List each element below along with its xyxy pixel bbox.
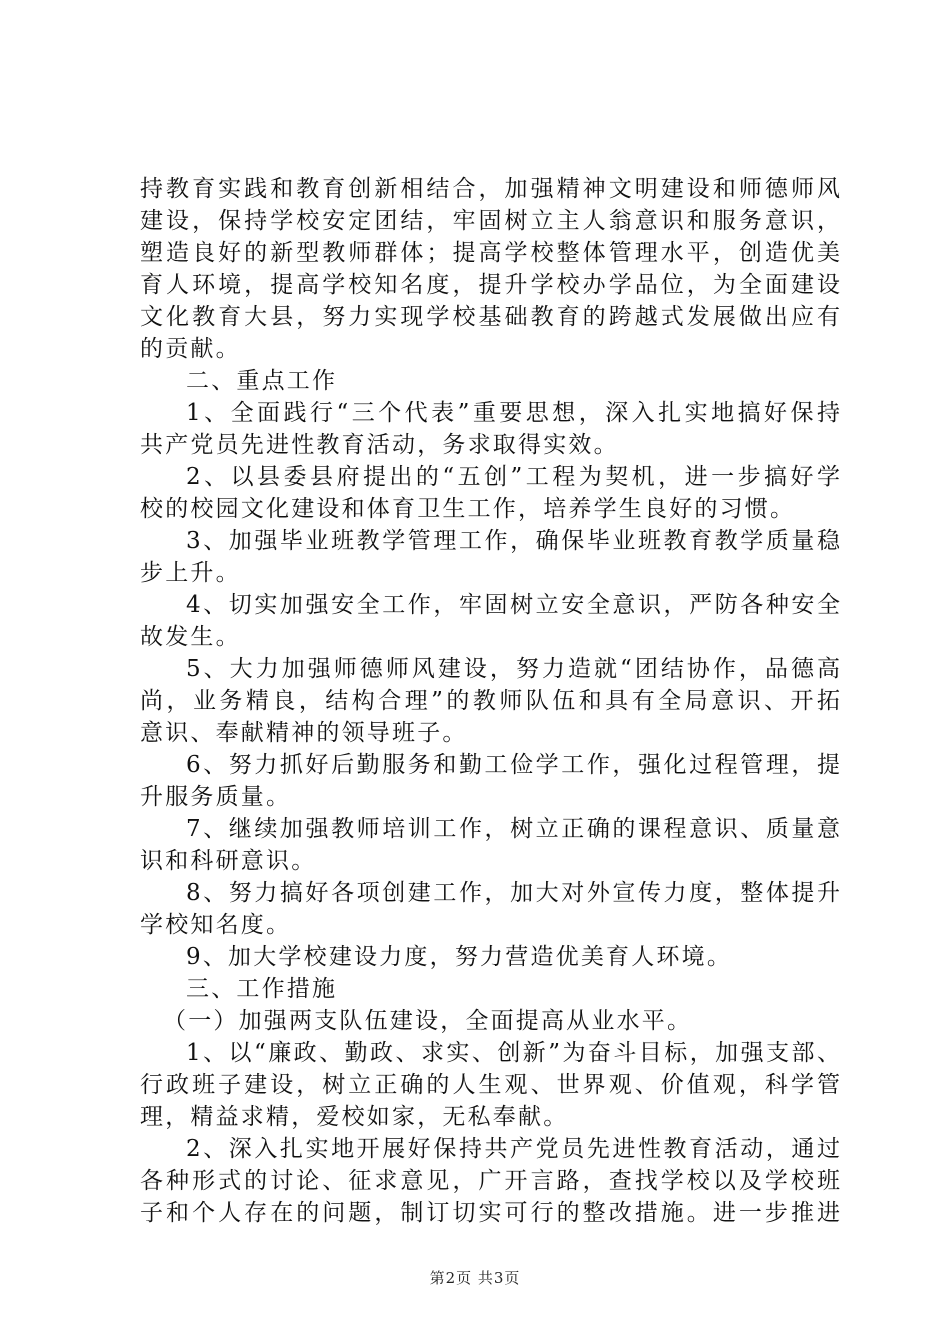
body-line: 步上升。 [140,560,241,586]
body-line: 学校知名度。 [140,912,292,938]
body-line: 各种形式的讨论、征求意见，广开言路，查找学校以及学校班 [140,1168,840,1194]
body-line: 1、全面践行“三个代表”重要思想，深入扎实地搞好保持 [186,400,840,426]
subsection-heading: （一）加强两支队伍建设，全面提高从业水平。 [163,1008,693,1034]
section-heading: 二、重点工作 [186,368,338,394]
body-line: 行政班子建设，树立正确的人生观、世界观、价值观，科学管 [140,1072,840,1098]
body-line: 意识、奉献精神的领导班子。 [140,720,468,746]
body-line: 育人环境，提高学校知名度，提升学校办学品位，为全面建设 [140,272,840,298]
body-line: 塑造良好的新型教师群体；提高学校整体管理水平，创造优美 [140,240,840,266]
page-footer: 第2页 共3页 [429,1269,521,1287]
body-line: 文化教育大县，努力实现学校基础教育的跨越式发展做出应有 [140,304,840,330]
section-heading: 三、工作措施 [186,976,338,1002]
body-line: 1、以“廉政、勤政、求实、创新”为奋斗目标，加强支部、 [186,1040,840,1066]
body-line: 3、加强毕业班教学管理工作，确保毕业班教育教学质量稳 [186,528,840,554]
body-line: 持教育实践和教育创新相结合，加强精神文明建设和师德师风 [140,176,840,202]
body-line: 4、切实加强安全工作，牢固树立安全意识，严防各种安全 [186,592,840,618]
body-line: 建设，保持学校安定团结，牢固树立主人翁意识和服务意识， [140,208,840,234]
body-line: 识和科研意识。 [140,848,317,874]
body-line: 的贡献。 [140,336,241,362]
body-line: 子和个人存在的问题，制订切实可行的整改措施。进一步推进 [140,1200,840,1226]
body-line: 9、加大学校建设力度，努力营造优美育人环境。 [186,944,733,970]
body-line: 校的校园文化建设和体育卫生工作，培养学生良好的习惯。 [140,496,796,522]
body-line: 共产党员先进性教育活动，务求取得实效。 [140,432,619,458]
body-line: 6、努力抓好后勤服务和勤工俭学工作，强化过程管理，提 [186,752,840,778]
body-line: 理，精益求精，爱校如家，无私奉献。 [140,1104,569,1130]
body-line: 7、继续加强教师培训工作，树立正确的课程意识、质量意 [186,816,840,842]
body-line: 2、以县委县府提出的“五创”工程为契机，进一步搞好学 [186,464,840,490]
body-line: 2、深入扎实地开展好保持共产党员先进性教育活动，通过 [186,1136,840,1162]
body-line: 升服务质量。 [140,784,292,810]
body-line: 故发生。 [140,624,241,650]
body-line: 尚，业务精良，结构合理”的教师队伍和具有全局意识、开拓 [140,688,840,714]
body-line: 5、大力加强师德师风建设，努力造就“团结协作，品德高 [186,656,840,682]
body-line: 8、努力搞好各项创建工作，加大对外宣传力度，整体提升 [186,880,840,906]
